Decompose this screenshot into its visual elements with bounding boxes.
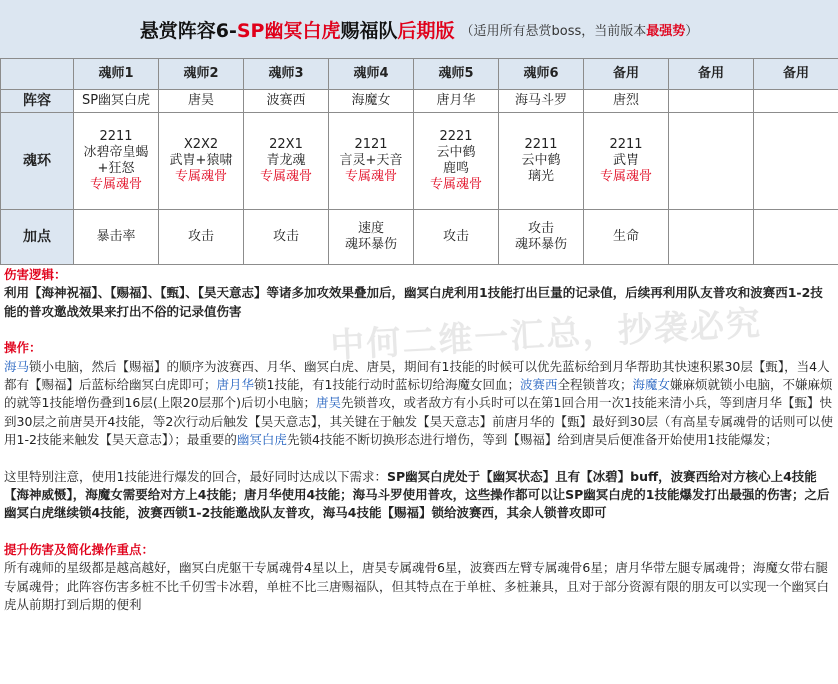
header-cell: 魂师4 bbox=[329, 59, 414, 90]
op1-seg: 唐月华 bbox=[216, 377, 255, 393]
lineup-cell: 唐月华 bbox=[414, 90, 499, 113]
improve-text: 所有魂师的星级都是越高越好，幽冥白虎躯干专属魂骨4星以上，唐昊专属魂骨6星，波赛西左臂专属魂骨6星；唐月华带左腿专属魂骨；海魔女带右腿专属魂骨；此阵容伤害多桩不比千仞雪卡冰碧，单桩不比三唐赐福队，但其特点在于单桩、多桩兼具，且对于部分资源有限的朋友可以实现一个幽冥白虎从前期打到后期的便利 bbox=[4, 560, 830, 613]
improve-title: 提升伤害及简化操作重点： bbox=[4, 541, 155, 557]
lineup-cell: 唐烈 bbox=[584, 90, 669, 113]
header-cell: 备用 bbox=[754, 59, 838, 90]
lineup-cell: 海马斗罗 bbox=[499, 90, 584, 113]
op2-seg: 这里特别注意，使用1技能进行爆发的回合，最好同时达成以下需求： bbox=[4, 468, 387, 484]
op2-seg: SP幽冥白虎处于【幽冥状态】且有【冰碧】buff，波赛西给对方核心上4技能【海神威慑】，海魔女需要给对方上4技能；唐月华使用4技能；海马斗罗使用普攻，这些操作都可以让SP幽冥白虎的1技能爆发打出最强的伤害；之后幽冥白虎继续锁4技能，波赛西锁1-2技能邀战队友普攻，海马4技能【赐福】锁给波赛西，其余人锁普攻即可 bbox=[4, 468, 830, 521]
guide-body bbox=[4, 266, 834, 615]
op1-seg: 幽冥白虎 bbox=[236, 432, 287, 448]
title-part2: SP幽冥白虎 bbox=[236, 19, 341, 42]
header-cell: 备用 bbox=[584, 59, 669, 90]
points-cell: 攻击 bbox=[159, 210, 244, 265]
points-cell: 攻击 魂环暴伤 bbox=[499, 210, 584, 265]
table-row-soul-ring bbox=[1, 113, 838, 210]
lineup-cell: SP幽冥白虎 bbox=[74, 90, 159, 113]
soul-ring-cell bbox=[669, 113, 754, 210]
operation-title: 操作： bbox=[4, 340, 42, 356]
spacer bbox=[4, 523, 834, 541]
row-label-lineup: 阵容 bbox=[1, 90, 74, 113]
op1-seg: 海魔女 bbox=[632, 377, 670, 393]
lineup-cell: 波赛西 bbox=[244, 90, 329, 113]
op1-seg: 海马 bbox=[4, 358, 30, 374]
watermark: 中何二维一汇总，抄袭必究 bbox=[329, 303, 763, 367]
soul-ring-cell: 2211 冰碧帝皇蝎 +狂怒 专属魂骨 bbox=[74, 113, 159, 210]
lineup-cell: 唐昊 bbox=[159, 90, 244, 113]
soul-ring-cell: 2211 武胄 专属魂骨 bbox=[584, 113, 669, 210]
title-bar bbox=[0, 0, 838, 59]
header-cell: 魂师2 bbox=[159, 59, 244, 90]
header-cell: 魂师6 bbox=[499, 59, 584, 90]
title-note bbox=[460, 20, 698, 39]
row-label-points: 加点 bbox=[1, 210, 74, 265]
soul-ring-cell bbox=[754, 113, 838, 210]
soul-ring-cell: 2121 言灵+天音 专属魂骨 bbox=[329, 113, 414, 210]
op1-seg: 嫌麻烦就锁小电脑，不嫌麻烦的就等1技能增伤叠到16层(上限20层那个)后切小电脑； bbox=[4, 377, 833, 411]
points-cell: 生命 bbox=[584, 210, 669, 265]
header-cell: 备用 bbox=[669, 59, 754, 90]
damage-logic-text: 利用【海神祝福】、【赐福】、【甄】、【昊天意志】等诸多加攻效果叠加后，幽冥白虎利用1技能打出巨量的记录值，后续再利用队友普攻和波赛西1-2技能的普攻邀战效果来打出不俗的记录值伤害 bbox=[4, 285, 823, 319]
op1-seg: 先锁普攻，或者敌方有小兵时可以在第1回合用一次1技能来清小兵，等到唐月华【甄】快到30层之前唐昊开4技能，等2次行动后触发【昊天意志】，其关键在于触发【昊天意志】前唐月华的【甄】最好到30层（有高星专属魂骨的话则可以使用1-2技能来触发【昊天意志】）；最重要的 bbox=[4, 395, 833, 448]
title-note-suffix: ） bbox=[685, 23, 699, 39]
soul-ring-cell: 2211 云中鹤 璃光 bbox=[499, 113, 584, 210]
header-cell: 魂师3 bbox=[244, 59, 329, 90]
op1-seg: 锁1技能，有1技能行动时蓝标切给海魔女回血； bbox=[254, 377, 520, 393]
lineup-cell bbox=[754, 90, 838, 113]
points-cell: 暴击率 bbox=[74, 210, 159, 265]
points-cell bbox=[754, 210, 838, 265]
table-row-points bbox=[1, 210, 838, 265]
op1-seg: 先锁4技能不断切换形态进行增伤，等到【赐福】给到唐昊后便准备开始使用1技能爆发； bbox=[286, 432, 778, 448]
points-cell: 攻击 bbox=[414, 210, 499, 265]
title-part3: 赐福队 bbox=[340, 19, 398, 42]
lineup-cell: 海魔女 bbox=[329, 90, 414, 113]
header-cell: 魂师5 bbox=[414, 59, 499, 90]
op1-seg: 波赛西 bbox=[519, 377, 558, 393]
table-corner bbox=[1, 59, 74, 90]
points-cell: 速度 魂环暴伤 bbox=[329, 210, 414, 265]
soul-ring-cell: 2221 云中鹤 鹿鸣 专属魂骨 bbox=[414, 113, 499, 210]
table-row-lineup bbox=[1, 90, 838, 113]
operation-paragraph-1 bbox=[4, 358, 834, 450]
table-header-row bbox=[1, 59, 838, 90]
points-cell bbox=[669, 210, 754, 265]
title-note-red: 最强势 bbox=[646, 23, 686, 39]
row-label-soul-ring: 魂环 bbox=[1, 113, 74, 210]
title-part1: 悬赏阵容6- bbox=[139, 19, 237, 42]
op1-seg: 唐昊 bbox=[316, 395, 342, 411]
title-part4: 后期版 bbox=[397, 19, 455, 42]
title-note-prefix: （适用所有悬赏boss，当前版本 bbox=[460, 23, 647, 39]
damage-logic-title: 伤害逻辑： bbox=[4, 267, 67, 282]
spacer bbox=[4, 450, 834, 468]
spacer bbox=[4, 321, 834, 339]
operation-paragraph-2 bbox=[4, 468, 834, 523]
soul-ring-cell: 22X1 青龙魂 专属魂骨 bbox=[244, 113, 329, 210]
lineup-table bbox=[0, 58, 838, 265]
points-cell: 攻击 bbox=[244, 210, 329, 265]
op1-seg: 锁小电脑，然后【赐福】的顺序为波赛西、月华、幽冥白虎、唐昊，期间有1技能的时候可以优先蓝标给到月华帮助其快速积累30层【甄】，当4人都有【赐福】后蓝标给幽冥白虎即可； bbox=[4, 358, 830, 393]
op1-seg: 全程锁普攻； bbox=[557, 377, 633, 393]
lineup-cell bbox=[669, 90, 754, 113]
header-cell: 魂师1 bbox=[74, 59, 159, 90]
soul-ring-cell: X2X2 武胄+猿啸 专属魂骨 bbox=[159, 113, 244, 210]
